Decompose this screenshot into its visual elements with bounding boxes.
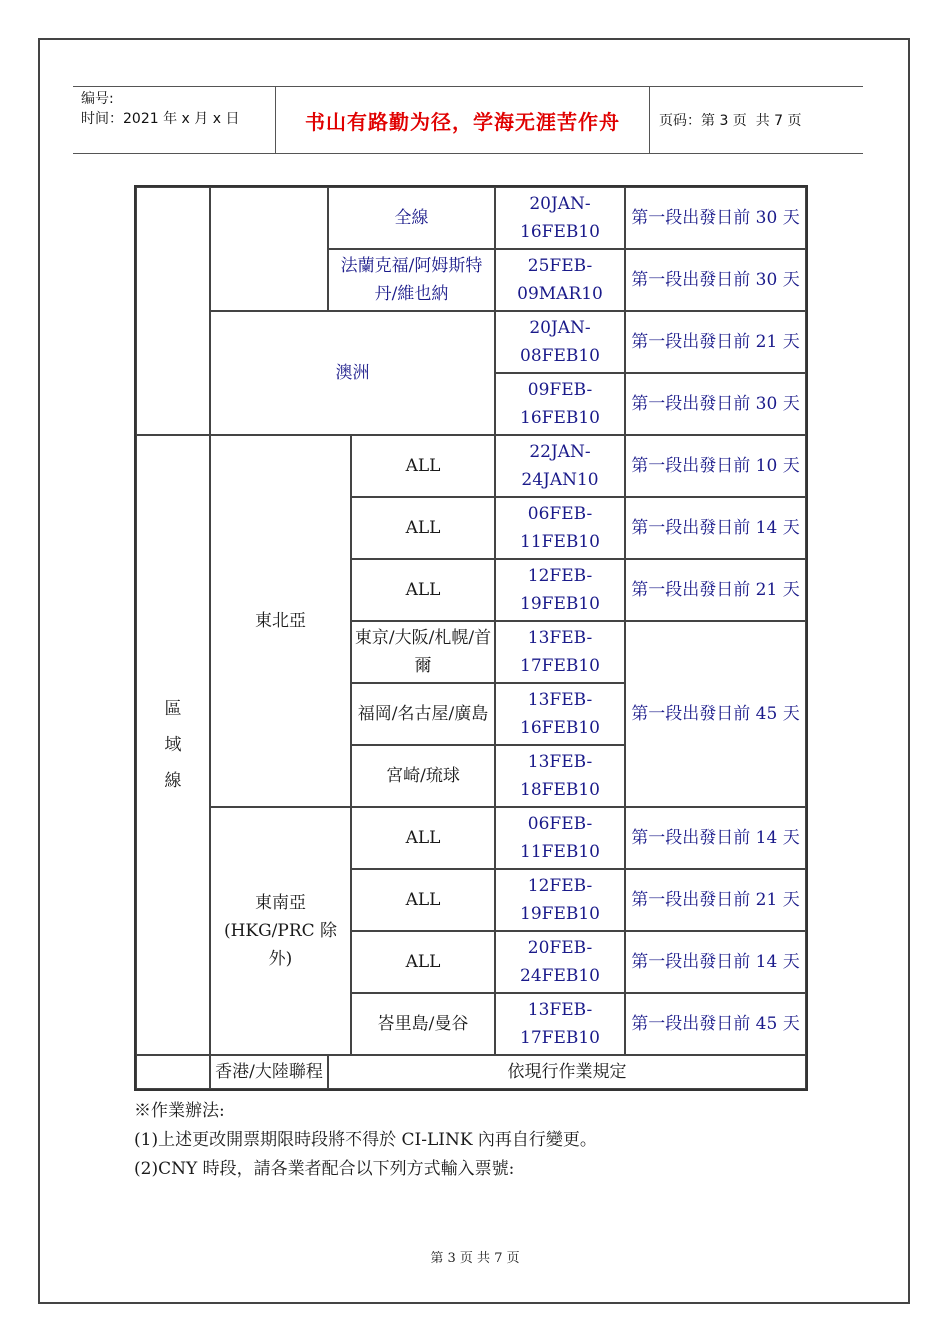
area-cell: 澳洲 — [210, 311, 495, 435]
period-cell: 12FEB-19FEB10 — [495, 869, 625, 931]
subregion-cell: 東南亞(HKG/PRC 除外) — [210, 807, 351, 1055]
deadline-cell: 第一段出發日前 45 天 — [625, 993, 806, 1055]
deadline-cell: 第一段出發日前 21 天 — [625, 869, 806, 931]
deadline-cell: 第一段出發日前 14 天 — [625, 807, 806, 869]
area-cell: 東京/大阪/札幌/首爾 — [351, 621, 495, 683]
serial-label: 编号: — [81, 91, 114, 107]
table-cell — [210, 187, 328, 311]
page-footer: 第 3 页 共 7 页 — [430, 1251, 520, 1266]
period-cell: 06FEB-11FEB10 — [495, 497, 625, 559]
deadline-cell: 第一段出發日前 30 天 — [625, 187, 806, 249]
period-cell: 13FEB-17FEB10 — [495, 993, 625, 1055]
area-cell: ALL — [351, 807, 495, 869]
period-cell: 20JAN-16FEB10 — [495, 187, 625, 249]
period-cell: 13FEB-17FEB10 — [495, 621, 625, 683]
deadline-cell: 第一段出發日前 14 天 — [625, 497, 806, 559]
deadline-cell: 第一段出發日前 14 天 — [625, 931, 806, 993]
area-cell: ALL — [351, 559, 495, 621]
table-cell — [136, 187, 210, 435]
area-cell: 宮崎/琉球 — [351, 745, 495, 807]
area-cell: 福岡/名古屋/廣島 — [351, 683, 495, 745]
deadline-cell: 第一段出發日前 21 天 — [625, 311, 806, 373]
table-row — [136, 1055, 806, 1089]
region-cell: 區域線 — [136, 435, 210, 1055]
area-cell: 峇里島/曼谷 — [351, 993, 495, 1055]
deadline-cell: 第一段出發日前 30 天 — [625, 249, 806, 311]
area-cell: ALL — [351, 435, 495, 497]
period-cell: 20JAN-08FEB10 — [495, 311, 625, 373]
area-cell: 法蘭克福/阿姆斯特丹/維也納 — [328, 249, 495, 311]
fare-deadline-table — [134, 185, 808, 1091]
header-divider — [649, 87, 650, 153]
deadline-cell: 第一段出發日前 10 天 — [625, 435, 806, 497]
deadline-cell: 第一段出發日前 45 天 — [625, 621, 806, 807]
period-cell: 20FEB-24FEB10 — [495, 931, 625, 993]
area-cell: ALL — [351, 931, 495, 993]
time-label: 时间：2021 年 x 月 x 日 — [81, 111, 240, 127]
page-header — [73, 86, 863, 154]
deadline-cell: 第一段出發日前 30 天 — [625, 373, 806, 435]
period-cell: 09FEB-16FEB10 — [495, 373, 625, 435]
table-cell — [136, 1055, 210, 1089]
table-row — [136, 311, 806, 373]
period-cell: 25FEB-09MAR10 — [495, 249, 625, 311]
header-motto: 书山有路勤为径，学海无涯苦作舟 — [305, 109, 620, 134]
note-item: (2)CNY 時段，請各業者配合以下列方式輸入票號: — [134, 1159, 515, 1179]
area-cell: ALL — [351, 869, 495, 931]
note-cell: 依現行作業規定 — [328, 1055, 806, 1089]
procedure-notes — [134, 1097, 834, 1184]
table-row — [136, 807, 806, 869]
subregion-cell: 東北亞 — [210, 435, 351, 807]
period-cell: 12FEB-19FEB10 — [495, 559, 625, 621]
period-cell: 13FEB-18FEB10 — [495, 745, 625, 807]
area-cell: ALL — [351, 497, 495, 559]
table-row — [136, 435, 806, 497]
note-item: (1)上述更改開票期限時段將不得於 CI-LINK 內再自行變更。 — [134, 1130, 597, 1150]
period-cell: 06FEB-11FEB10 — [495, 807, 625, 869]
area-cell: 全線 — [328, 187, 495, 249]
table-row — [136, 187, 806, 249]
subregion-cell: 香港/大陸聯程 — [210, 1055, 328, 1089]
period-cell: 13FEB-16FEB10 — [495, 683, 625, 745]
header-meta — [81, 89, 271, 129]
header-page-number: 页码：第 3 页 共 7 页 — [659, 113, 802, 129]
deadline-cell: 第一段出發日前 21 天 — [625, 559, 806, 621]
period-cell: 22JAN-24JAN10 — [495, 435, 625, 497]
notes-heading: ※作業辦法: — [134, 1101, 225, 1121]
